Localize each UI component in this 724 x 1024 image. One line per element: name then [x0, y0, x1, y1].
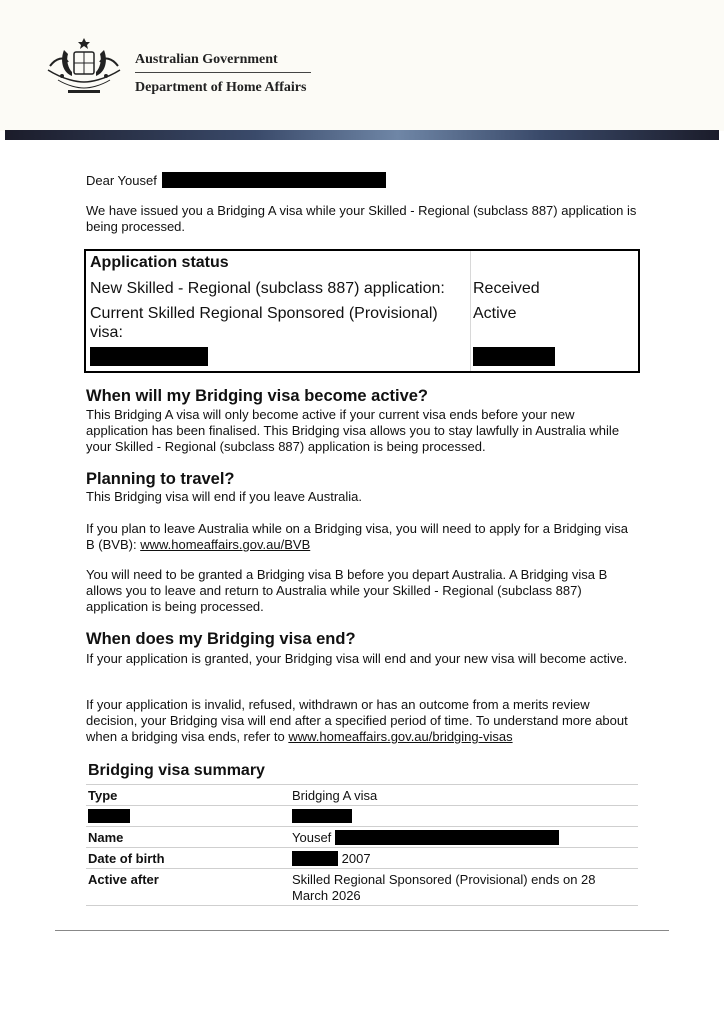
summary-active-label: Active after [88, 872, 159, 887]
header-bar [5, 130, 719, 140]
summary-row-name [86, 826, 638, 847]
travel-paragraph-3: You will need to be granted a Bridging visa B before you depart Australia. A Bridging visa B allows you to leave and return to Australia while your Skilled - Regional (subclass 887) application is being processed. [86, 567, 608, 614]
travel-paragraph-2 [86, 521, 638, 553]
end-heading: When does my Bridging visa end? [86, 630, 356, 648]
org-divider [135, 72, 311, 73]
summary-name-label: Name [88, 830, 124, 845]
redacted-summary-surname [335, 830, 559, 845]
status-application-label: New Skilled - Regional (subclass 887) application: [90, 280, 445, 297]
redacted-summary-value [292, 809, 352, 823]
status-current-visa-value: Active [473, 305, 517, 322]
salutation [86, 172, 638, 189]
summary-row-active-after [86, 868, 638, 905]
travel-heading: Planning to travel? [86, 470, 235, 488]
summary-active-value: Skilled Regional Sponsored (Provisional) ends on 28 March 2026 [292, 872, 596, 903]
intro-paragraph: We have issued you a Bridging A visa while your Skilled - Regional (subclass 887) application is being processed. [86, 203, 637, 234]
summary-dob-value: 2007 [341, 851, 371, 866]
application-status-box [84, 249, 640, 373]
status-current-visa-label: Current Skilled Regional Sponsored (Provisional) visa: [90, 305, 438, 341]
end-paragraph-2-text: If your application is invalid, refused, withdrawn or has an outcome from a merits review decision, your Bridging visa will end after a specified period of time. To understand more about when a bridging visa ends, refer to [86, 697, 628, 744]
summary-type-label: Type [88, 788, 118, 803]
bridging-visas-link[interactable]: www.homeaffairs.gov.au/bridging-visas [288, 729, 513, 744]
travel-paragraph-2-text: If you plan to leave Australia while on a Bridging visa, you will need to apply for a Bridging visa B (BVB): [86, 521, 628, 552]
end-paragraph-2 [86, 697, 638, 745]
status-title: Application status [90, 254, 229, 271]
redacted-summary-label [88, 809, 130, 823]
summary-dob-value-wrap [292, 851, 622, 867]
summary-bottom-rule [86, 905, 638, 906]
summary-row-redacted [86, 805, 638, 826]
bvb-link[interactable]: www.homeaffairs.gov.au/BVB [140, 537, 311, 552]
summary-dob-label: Date of birth [88, 851, 165, 866]
summary-row-dob [86, 847, 638, 868]
redacted-status-value [473, 347, 555, 366]
status-column-divider [470, 251, 471, 371]
salutation-text: Dear Yousef [86, 173, 157, 188]
summary-table [86, 784, 638, 906]
redacted-birth-day-month [292, 851, 338, 866]
letterhead [0, 0, 724, 131]
summary-name-value-wrap [292, 830, 622, 846]
summary-row-type [86, 784, 638, 805]
redacted-surname [162, 172, 386, 188]
travel-paragraph-1: This Bridging visa will end if you leave Australia. [86, 489, 363, 504]
footer-rule [55, 930, 669, 931]
summary-type-value: Bridging A visa [292, 788, 378, 803]
department-name: Department of Home Affairs [135, 80, 307, 95]
end-paragraph-1: If your application is granted, your Bridging visa will end and your new visa will become active. [86, 651, 628, 666]
org-name: Australian Government [135, 52, 278, 67]
redacted-status-label [90, 347, 208, 366]
status-application-value: Received [473, 280, 540, 297]
active-paragraph: This Bridging A visa will only become active if your current visa ends before your new application has been finalised. This Bridging visa allows you to stay lawfully in Australia while your Skilled - Regional (subclass 887) application is being processed. [86, 407, 620, 454]
coat-of-arms-icon [44, 36, 124, 96]
summary-name-value: Yousef [292, 830, 332, 845]
summary-title: Bridging visa summary [88, 762, 265, 779]
active-heading: When will my Bridging visa become active? [86, 387, 429, 405]
